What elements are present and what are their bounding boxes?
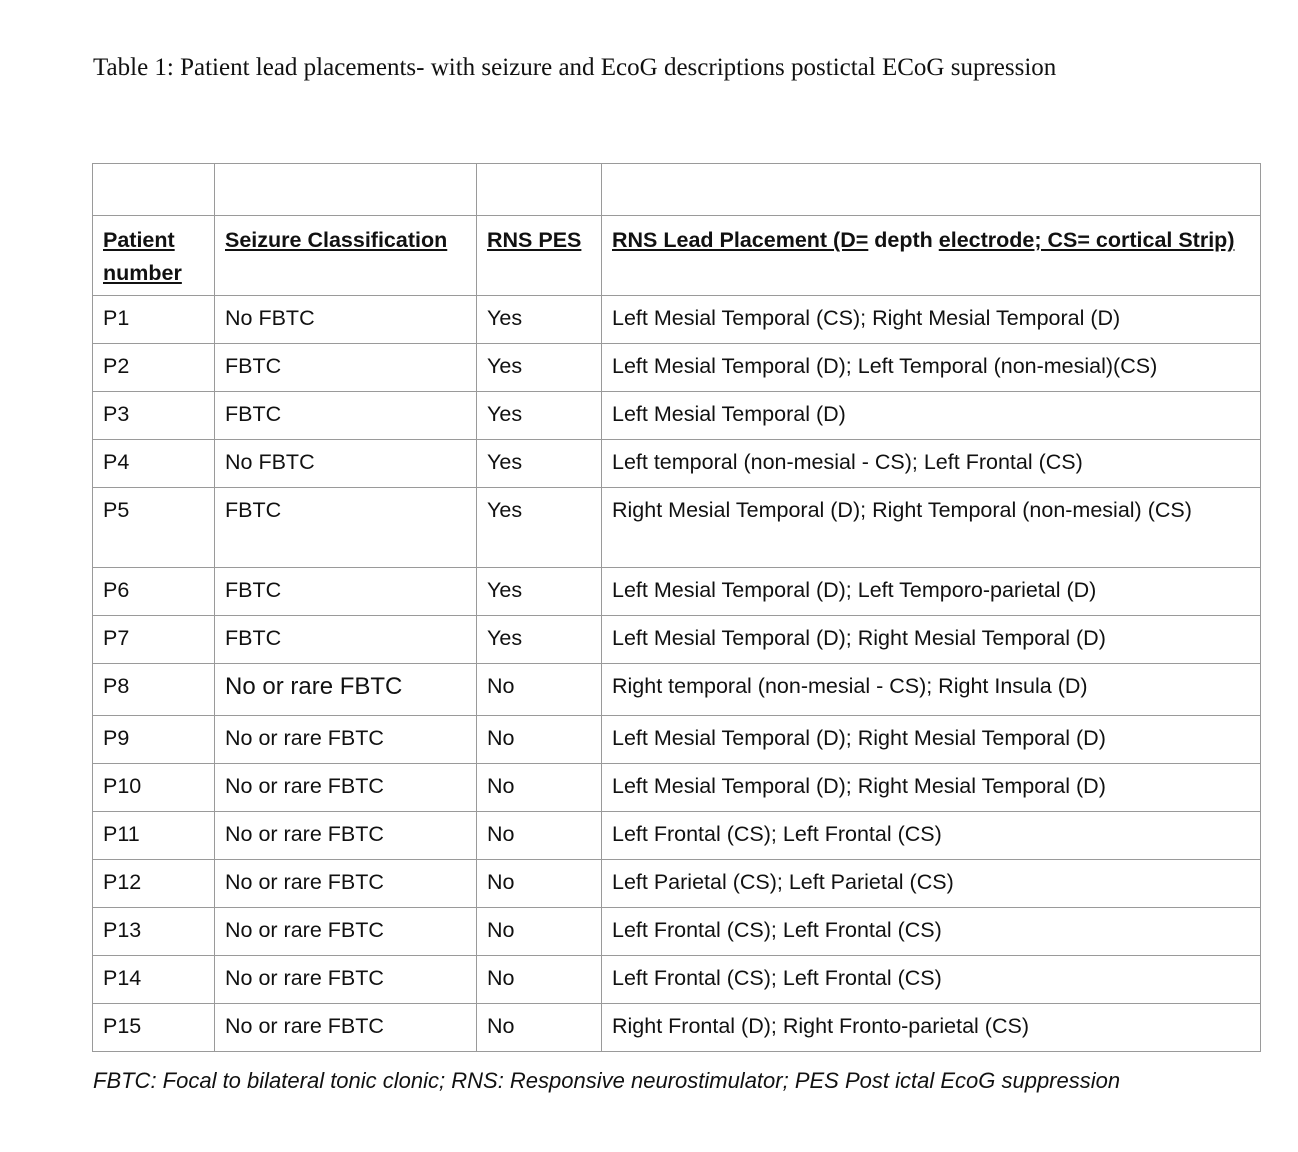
cell-seizure: FBTC bbox=[215, 616, 477, 664]
cell-lead: Left Parietal (CS); Left Parietal (CS) bbox=[602, 860, 1261, 908]
cell-patient: P1 bbox=[93, 296, 215, 344]
table-title: Table 1: Patient lead placements- with seizure and EcoG descriptions postictal ECoG supression bbox=[93, 54, 1057, 81]
cell-lead: Right temporal (non-mesial - CS); Right Insula (D) bbox=[602, 664, 1261, 716]
cell-lead: Right Mesial Temporal (D); Right Temporal (non-mesial) (CS) bbox=[602, 488, 1261, 568]
cell-seizure: No or rare FBTC bbox=[215, 860, 477, 908]
cell-patient: P12 bbox=[93, 860, 215, 908]
table-row bbox=[93, 764, 1261, 812]
cell-seizure: No or rare FBTC bbox=[215, 716, 477, 764]
cell-patient: P7 bbox=[93, 616, 215, 664]
cell-pes: Yes bbox=[477, 296, 602, 344]
table-row bbox=[93, 664, 1261, 716]
cell-seizure: No or rare FBTC bbox=[215, 764, 477, 812]
cell-lead: Left Mesial Temporal (D); Right Mesial Temporal (D) bbox=[602, 716, 1261, 764]
cell-seizure: FBTC bbox=[215, 568, 477, 616]
table-row bbox=[93, 956, 1261, 1004]
cell-pes: Yes bbox=[477, 488, 602, 568]
cell-pes: No bbox=[477, 860, 602, 908]
cell-lead: Left Mesial Temporal (D); Right Mesial Temporal (D) bbox=[602, 616, 1261, 664]
table-row bbox=[93, 908, 1261, 956]
cell-pes: No bbox=[477, 716, 602, 764]
cell-patient: P5 bbox=[93, 488, 215, 568]
table-row bbox=[93, 392, 1261, 440]
cell-patient: P4 bbox=[93, 440, 215, 488]
cell-pes: No bbox=[477, 956, 602, 1004]
cell-pes: No bbox=[477, 908, 602, 956]
cell-lead: Left Frontal (CS); Left Frontal (CS) bbox=[602, 956, 1261, 1004]
cell-seizure: No or rare FBTC bbox=[215, 812, 477, 860]
cell-patient: P14 bbox=[93, 956, 215, 1004]
cell-pes: No bbox=[477, 764, 602, 812]
cell-lead: Left Frontal (CS); Left Frontal (CS) bbox=[602, 908, 1261, 956]
cell-lead: Left Mesial Temporal (D) bbox=[602, 392, 1261, 440]
table-row bbox=[93, 1004, 1261, 1052]
header-row bbox=[93, 216, 1261, 296]
table-row bbox=[93, 440, 1261, 488]
table-row bbox=[93, 296, 1261, 344]
header-seizure: Seizure Classification bbox=[215, 216, 477, 296]
cell-patient: P10 bbox=[93, 764, 215, 812]
cell-patient: P15 bbox=[93, 1004, 215, 1052]
table-row bbox=[93, 488, 1261, 568]
header-patient: Patient number bbox=[93, 216, 215, 296]
cell-pes: Yes bbox=[477, 344, 602, 392]
patient-table bbox=[92, 163, 1261, 1052]
cell-lead: Right Frontal (D); Right Fronto-parietal (CS) bbox=[602, 1004, 1261, 1052]
table-row bbox=[93, 812, 1261, 860]
cell-pes: Yes bbox=[477, 568, 602, 616]
cell-pes: Yes bbox=[477, 616, 602, 664]
cell-seizure: FBTC bbox=[215, 488, 477, 568]
table-row bbox=[93, 860, 1261, 908]
cell-pes: No bbox=[477, 664, 602, 716]
header-lead: RNS Lead Placement (D= depth electrode; CS= cortical Strip) bbox=[602, 216, 1261, 296]
table-row bbox=[93, 568, 1261, 616]
cell-patient: P11 bbox=[93, 812, 215, 860]
cell-seizure: No or rare FBTC bbox=[215, 908, 477, 956]
cell-patient: P8 bbox=[93, 664, 215, 716]
cell-pes: No bbox=[477, 812, 602, 860]
cell-seizure: No or rare FBTC bbox=[215, 1004, 477, 1052]
cell-pes: Yes bbox=[477, 440, 602, 488]
cell-lead: Left temporal (non-mesial - CS); Left Frontal (CS) bbox=[602, 440, 1261, 488]
table-row bbox=[93, 616, 1261, 664]
cell-pes: No bbox=[477, 1004, 602, 1052]
cell-seizure: No or rare FBTC bbox=[215, 664, 477, 716]
cell-lead: Left Mesial Temporal (D); Right Mesial Temporal (D) bbox=[602, 764, 1261, 812]
cell-lead: Left Mesial Temporal (D); Left Temporo-parietal (D) bbox=[602, 568, 1261, 616]
cell-seizure: FBTC bbox=[215, 392, 477, 440]
cell-patient: P3 bbox=[93, 392, 215, 440]
cell-lead: Left Frontal (CS); Left Frontal (CS) bbox=[602, 812, 1261, 860]
cell-lead: Left Mesial Temporal (D); Left Temporal (non-mesial)(CS) bbox=[602, 344, 1261, 392]
cell-patient: P2 bbox=[93, 344, 215, 392]
cell-seizure: FBTC bbox=[215, 344, 477, 392]
empty-row bbox=[93, 164, 1261, 216]
cell-seizure: No or rare FBTC bbox=[215, 956, 477, 1004]
cell-patient: P9 bbox=[93, 716, 215, 764]
table-caption: FBTC: Focal to bilateral tonic clonic; RNS: Responsive neurostimulator; PES Post ictal EcoG suppression bbox=[93, 1068, 1121, 1093]
cell-patient: P13 bbox=[93, 908, 215, 956]
cell-patient: P6 bbox=[93, 568, 215, 616]
cell-lead: Left Mesial Temporal (CS); Right Mesial Temporal (D) bbox=[602, 296, 1261, 344]
cell-seizure: No FBTC bbox=[215, 296, 477, 344]
table-row bbox=[93, 344, 1261, 392]
cell-pes: Yes bbox=[477, 392, 602, 440]
cell-seizure: No FBTC bbox=[215, 440, 477, 488]
header-pes: RNS PES bbox=[477, 216, 602, 296]
table-row bbox=[93, 716, 1261, 764]
